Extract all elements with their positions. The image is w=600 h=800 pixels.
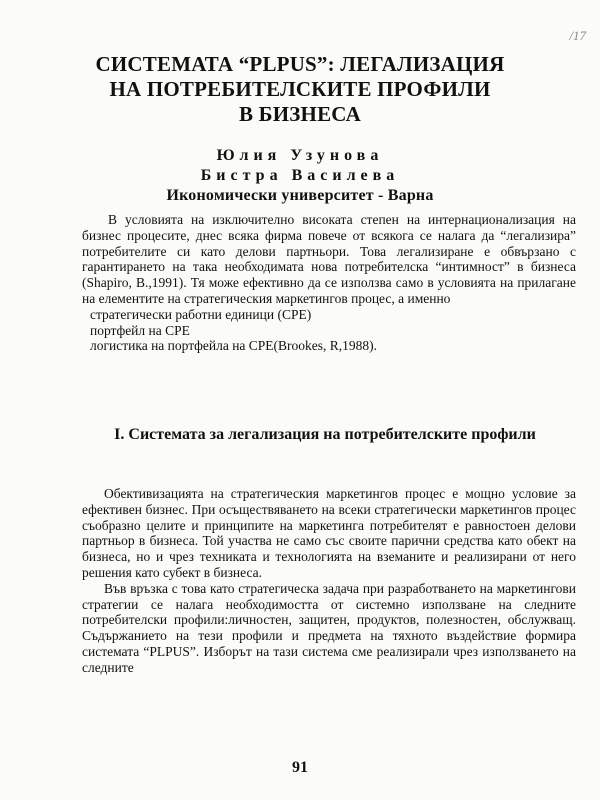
abstract-list-item: портфейл на CPE	[90, 322, 190, 338]
paragraph: Обективизацията на стратегическия маркетингов процес е мощно условие за ефективен бизнес. При осъществяването на всеки стратегически маркетингов процес съобразно целите и принципите на маркетинга потребителят е равностоен делови партньор в бизнеса. Той участва не само със своите парични средства като обект на бизнеса, но и чрез техниката и технологията на вземаните и реализирани от него решения като субект в бизнеса.	[82, 486, 576, 580]
author-name: Бистра Василева	[200, 167, 400, 184]
section-heading: I. Системата за легализация на потребителските профили	[114, 426, 536, 443]
title-line: СИСТЕМАТА “PLPUS”: ЛЕГАЛИЗАЦИЯ	[95, 52, 505, 76]
paragraph: Във връзка с това като стратегическа задача при разработването на маркетингови стратегии се налага необходимостта от системно използване на следните потребителски профили:личностен, защитен, продуктов, полезностен, обслужващ. Съдържанието на тези профили и предмета на тяхното въздействие формира системата “PLPUS”. Изборът на тази система сме реализирали чрез използването на следните	[82, 580, 576, 675]
abstract-list-item: логистика на портфейла на CPE(Brookes, R,1988).	[90, 338, 378, 354]
handwritten-mark: /17	[569, 28, 586, 43]
abstract-text: В условията на изключително високата степен на интернационализация на бизнес процесите, днес всяка фирма повече от всякога се налага да “легализира” потребителите си като делови партньори. Това легализиране е обвързано с гарантирането на така необходимата нова потребителска “интимност” в бизнеса (Shapiro, B.,1991). Тя може ефективно да се използва само в условията на прилагане на елементите на стратегическия маркетингов процес, а именно	[82, 212, 576, 306]
body-text	[82, 486, 576, 676]
author-name: Юлия Узунова	[216, 147, 384, 164]
paper-title	[40, 52, 560, 127]
abstract	[82, 212, 576, 354]
affiliation: Икономически университет - Варна	[166, 187, 434, 204]
page-number: 91	[292, 759, 308, 776]
abstract-list-item: стратегически работни единици (CPE)	[90, 306, 312, 322]
title-line: В БИЗНЕСА	[239, 102, 361, 126]
title-line: НА ПОТРЕБИТЕЛСКИТЕ ПРОФИЛИ	[109, 77, 491, 101]
author-block	[40, 146, 560, 206]
